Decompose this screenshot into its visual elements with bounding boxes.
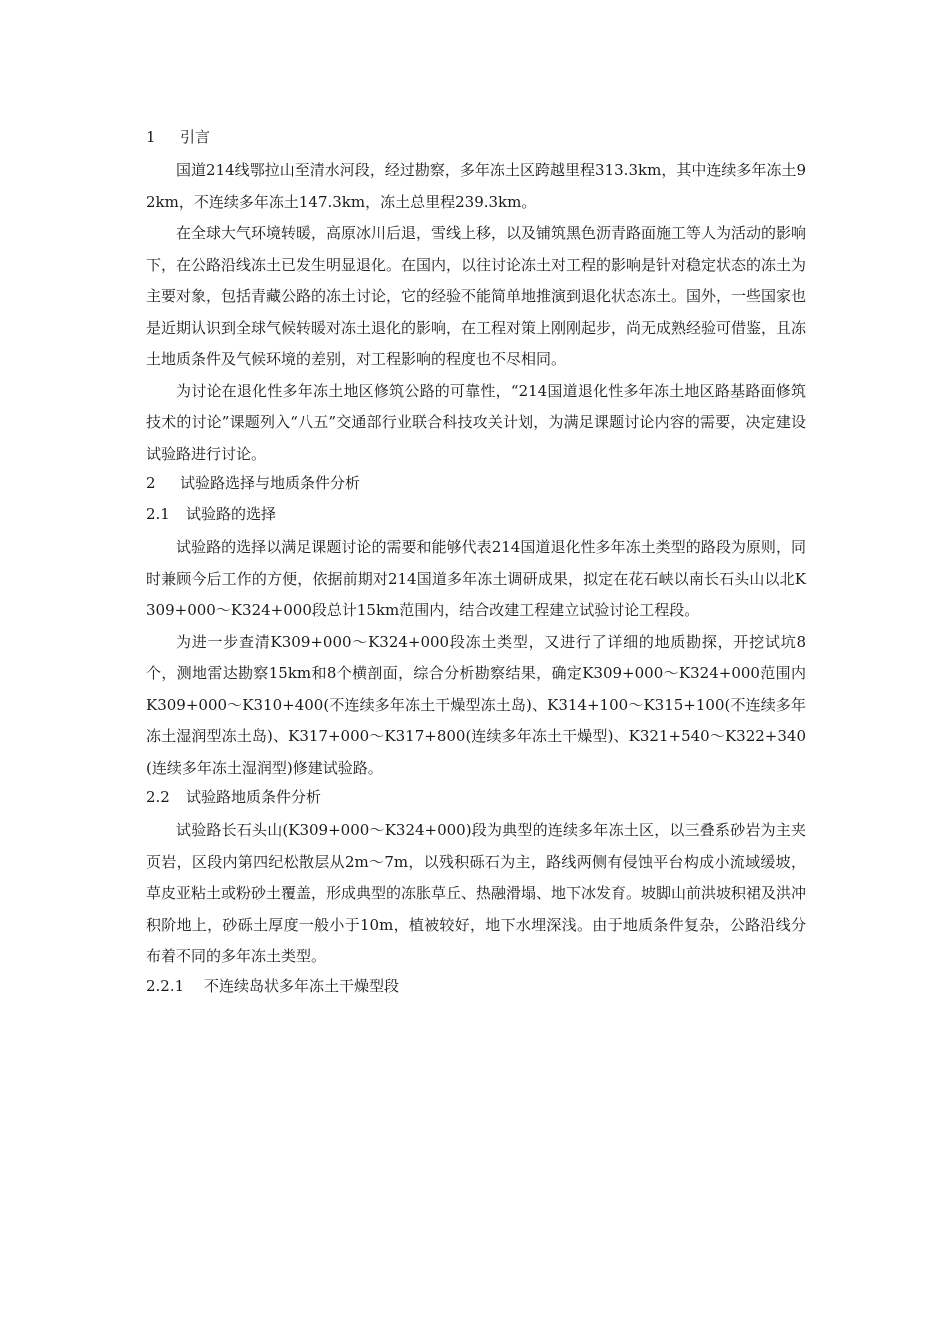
paragraph: 试验路长石头山(K309+000～K324+000)段为典型的连续多年冻土区，以三叠系砂岩为主夹页岩，区段内第四纪松散层从2m～7m，以残积砾石为主，路线两侧有侵蚀平台构成小流域缓坡，草皮亚粘土或粉砂土覆盖，形成典型的冻胀草丘、热融滑塌、地下冰发育。坡脚山前洪坡积裙及洪冲积阶地上，砂砾土厚度一般小于10m，植被较好，地下水埋深浅。由于地质条件复杂，公路沿线分布着不同的多年冻土类型。 xyxy=(146,821,807,965)
section-heading-2-2-1 xyxy=(146,973,806,1000)
section-heading-2-1 xyxy=(146,501,806,528)
paragraph: 试验路的选择以满足课题讨论的需要和能够代表214国道退化性多年冻土类型的路段为原则，同时兼顾今后工作的方便，依据前期对214国道多年冻土调研成果，拟定在花石峡以南长石头山以北K309+000～K324+000段总计15km范围内，结合改建工程建立试验讨论工程段。 xyxy=(146,538,806,619)
section-title: 试验路的选择 xyxy=(186,505,277,523)
section-number: 2.2 xyxy=(146,788,170,806)
section-title: 引言 xyxy=(180,128,211,146)
paragraph: 国道214线鄂拉山至清水河段，经过勘察，多年冻土区跨越里程313.3km，其中连续多年冻土92km，不连续多年冻土147.3km，冻土总里程239.3km。 xyxy=(146,161,806,211)
section-heading-2 xyxy=(146,470,806,497)
section-number: 2.2.1 xyxy=(146,976,185,995)
section-number: 2 xyxy=(146,474,156,492)
section-number: 1 xyxy=(146,128,156,146)
paragraph: 在全球大气环境转暖，高原冰川后退，雪线上移，以及铺筑黑色沥青路面施工等人为活动的影响下，在公路沿线冻土已发生明显退化。在国内，以往讨论冻土对工程的影响是针对稳定状态的冻土为主要对象，包括青藏公路的冻土讨论，它的经验不能简单地推演到退化状态冻土。国外，一些国家也是近期认识到全球气候转暖对冻土退化的影响，在工程对策上刚刚起步，尚无成熟经验可借鉴，且冻土地质条件及气候环境的差别，对工程影响的程度也不尽相同。 xyxy=(146,224,807,368)
document-body xyxy=(146,124,806,1004)
section-heading-1 xyxy=(146,124,806,151)
section-title: 试验路选择与地质条件分析 xyxy=(180,474,361,492)
section-number: 2.1 xyxy=(146,505,170,523)
paragraph: 为进一步查清K309+000～K324+000段冻土类型，又进行了详细的地质勘探，开挖试坑8个，测地雷达勘察15km和8个横剖面，综合分析勘察结果，确定K309+000～K324+000范围内K309+000～K310+400(不连续多年冻土干燥型冻土岛)、K314+100～K315+100(不连续多年冻土湿润型冻土岛)、K317+000～K317+800(连续多年冻土干燥型)、K321+540～K322+340(连续多年冻土湿润型)修建试验路。 xyxy=(146,632,806,777)
section-heading-2-2 xyxy=(146,784,806,811)
paragraph: 为讨论在退化性多年冻土地区修筑公路的可靠性，“214国道退化性多年冻土地区路基路面修筑技术的讨论”课题列入“八五”交通部行业联合科技攻关计划，为满足课题讨论内容的需要，决定建设试验路进行讨论。 xyxy=(146,381,806,463)
section-title: 不连续岛状多年冻土干燥型段 xyxy=(204,976,400,995)
section-title: 试验路地质条件分析 xyxy=(186,788,322,806)
